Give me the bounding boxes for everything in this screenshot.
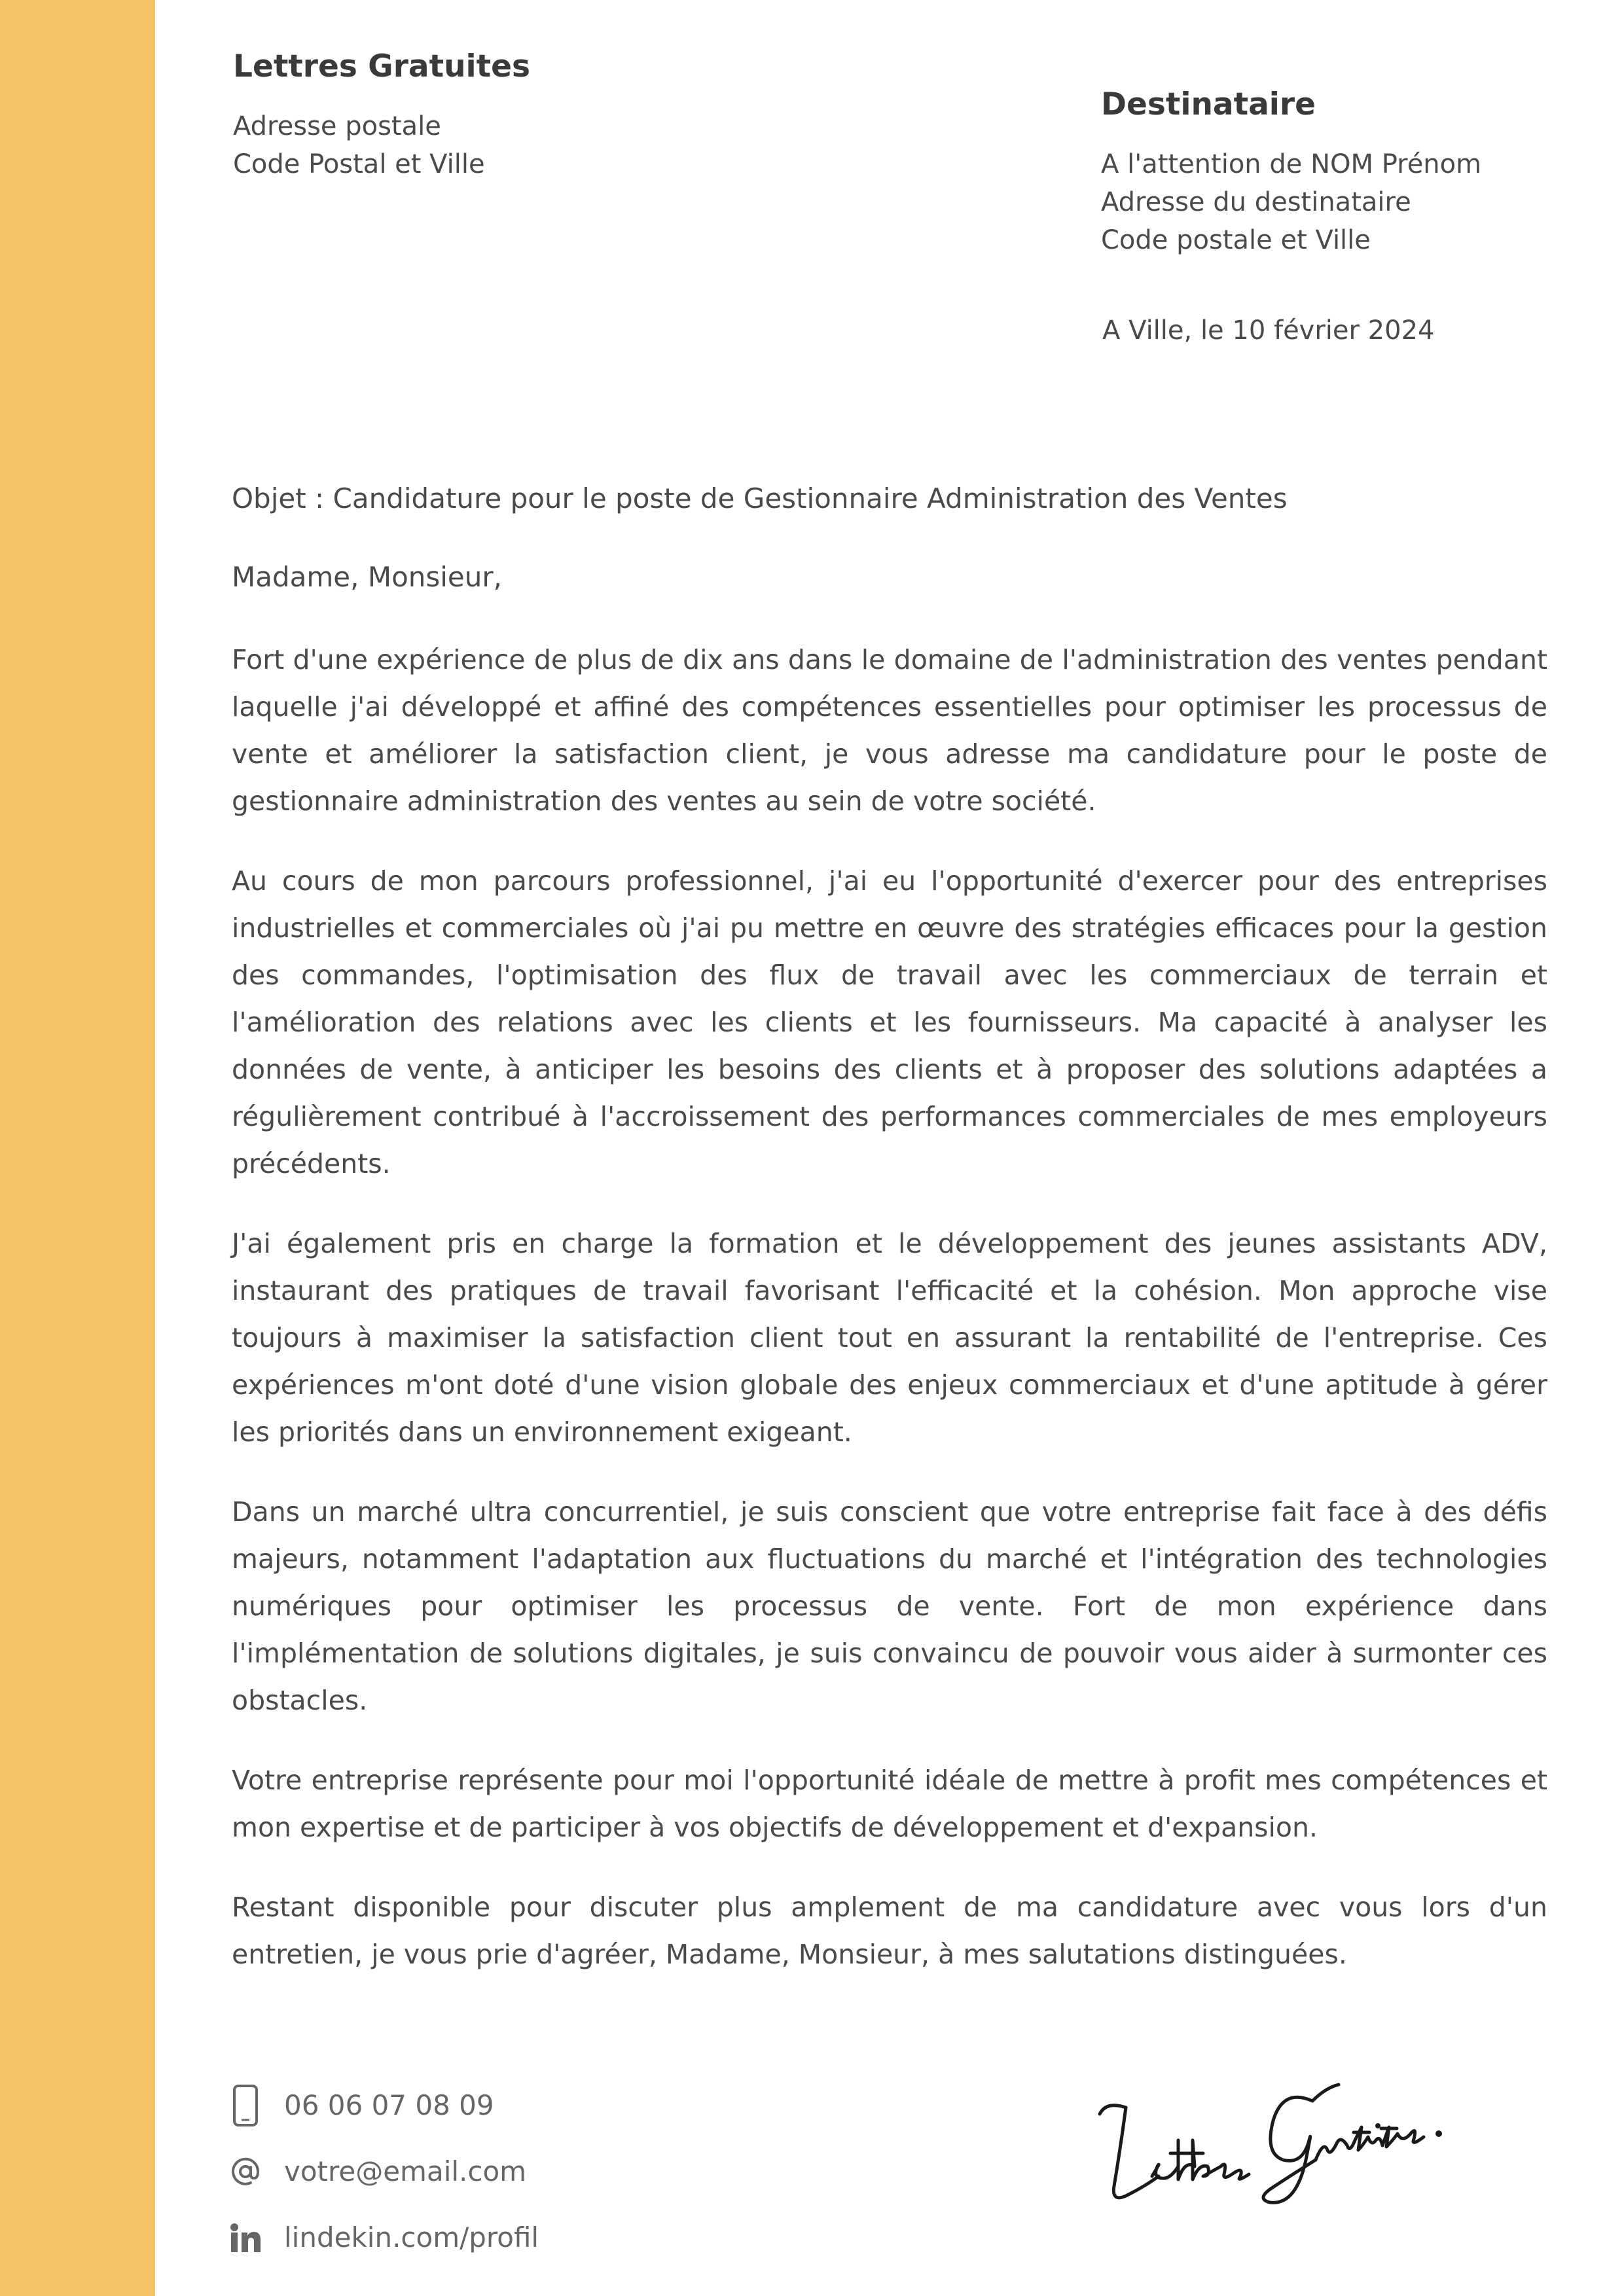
date-line: A Ville, le 10 février 2024 xyxy=(1102,315,1435,346)
contact-phone xyxy=(230,2083,754,2128)
handwritten-signature xyxy=(1080,2062,1473,2219)
paragraph-3: J'ai également pris en charge la formation et le développement des jeunes assistants ADV, instaurant des pratiques de travail favorisant l'efficacité et la cohésion. Mon approche vise toujours à maximiser la satisfaction client tout en assurant la rentabilité de l'entreprise. Ces expériences m'ont doté d'une vision globale des enjeux commerciaux et d'une aptitude à gérer les priorités dans un environnement exigeant. xyxy=(232,1228,1547,1448)
sender-address: Adresse postale xyxy=(233,111,441,141)
sidebar-accent-band xyxy=(0,0,155,2296)
sender-city: Code Postal et Ville xyxy=(233,149,485,179)
letter-salutation: Madame, Monsieur, xyxy=(232,561,503,593)
contact-phone-text: 06 06 07 08 09 xyxy=(284,2089,494,2121)
paragraph-6: Restant disponible pour discuter plus amplement de ma candidature avec vous lors d'un entretien, je vous prie d'agréer, Madame, Monsieur, à mes salutations distinguées. xyxy=(232,1892,1547,1970)
contact-linkedin-text[interactable]: lindekin.com/profil xyxy=(284,2221,539,2253)
contact-email xyxy=(230,2149,754,2195)
contact-linkedin xyxy=(230,2215,754,2261)
letter-subject: Objet : Candidature pour le poste de Gestionnaire Administration des Ventes xyxy=(232,482,1288,514)
contact-email-text[interactable]: votre@email.com xyxy=(284,2155,527,2187)
paragraph-2: Au cours de mon parcours professionnel, j'ai eu l'opportunité d'exercer pour des entreprises industrielles et commerciales où j'ai pu mettre en œuvre des stratégies efficaces pour la gestion des commandes, l'optimisation des flux de travail avec les commerciaux de terrain et l'amélioration des relations avec les clients et les fournisseurs. Ma capacité à analyser les données de vente, à anticiper les besoins des clients et à proposer des solutions adaptées a régulièrement contribué à l'accroissement des performances commerciales de mes employeurs précédents. xyxy=(232,865,1547,1179)
recipient-block xyxy=(1101,84,1598,259)
sender-block xyxy=(233,46,822,183)
phone-icon xyxy=(230,2083,261,2128)
recipient-city: Code postale et Ville xyxy=(1101,225,1371,255)
recipient-address: Adresse du destinataire xyxy=(1101,187,1411,217)
letter-body xyxy=(232,479,1547,2011)
recipient-attention: A l'attention de NOM Prénom xyxy=(1101,149,1482,179)
linkedin-icon xyxy=(230,2215,261,2261)
sender-name: Lettres Gratuites xyxy=(233,48,530,84)
at-sign-icon xyxy=(230,2149,261,2195)
recipient-title: Destinataire xyxy=(1101,86,1316,122)
paragraph-1: Fort d'une expérience de plus de dix ans dans le domaine de l'administration des ventes pendant laquelle j'ai développé et affiné des compétences essentielles pour optimiser les processus de vente et améliorer la satisfaction client, je vous adresse ma candidature pour le poste de gestionnaire administration des ventes au sein de votre société. xyxy=(232,644,1547,817)
paragraph-5: Votre entreprise représente pour moi l'opportunité idéale de mettre à profit mes compétences et mon expertise et de participer à vos objectifs de développement et d'expansion. xyxy=(232,1765,1547,1843)
paragraph-4: Dans un marché ultra concurrentiel, je suis conscient que votre entreprise fait face à des défis majeurs, notamment l'adaptation aux fluctuations du marché et l'intégration des technologies numériques pour optimiser les processus de vente. Fort de mon expérience dans l'implémentation de solutions digitales, je suis convaincu de pouvoir vous aider à surmonter ces obstacles. xyxy=(232,1496,1547,1716)
